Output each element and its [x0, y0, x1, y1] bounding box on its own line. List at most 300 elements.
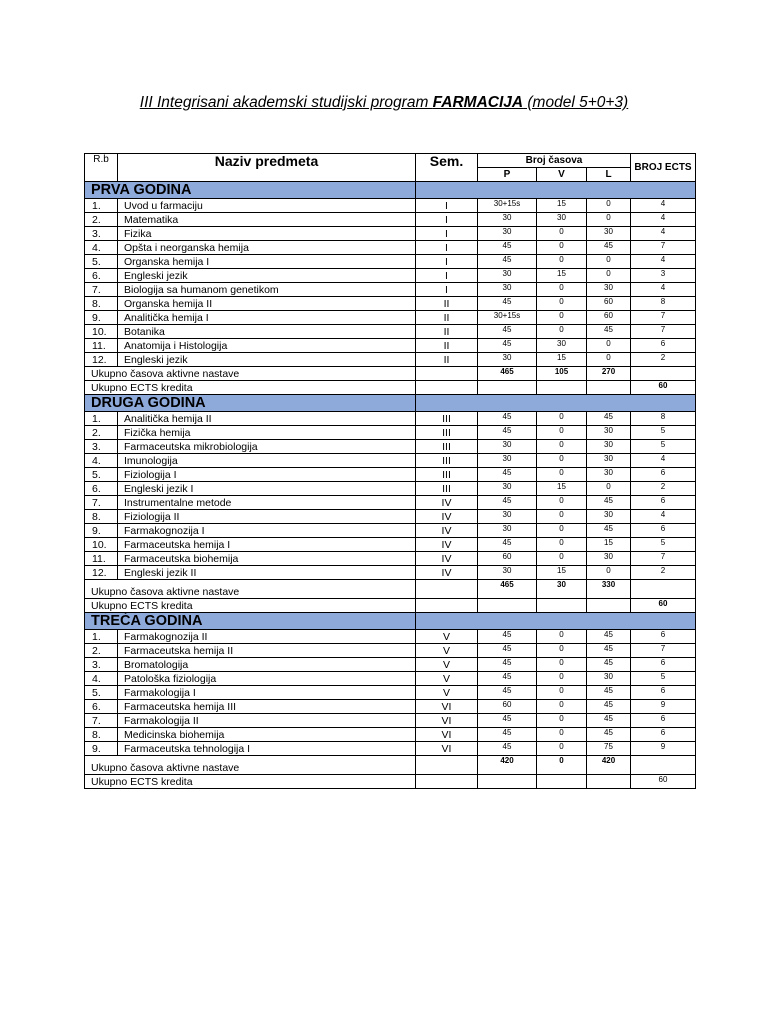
title-prefix: III Integrisani akademski studijski program — [139, 94, 433, 111]
hours-l: 15 — [587, 538, 631, 552]
year-title: PRVA GODINA — [85, 182, 416, 199]
ects-sem-empty — [416, 775, 478, 789]
hours-p: 30 — [478, 524, 537, 538]
semester: III — [416, 440, 478, 454]
ects-total-label: Ukupno ECTS kredita — [85, 381, 416, 395]
ects: 6 — [631, 686, 696, 700]
hours-v: 0 — [537, 311, 587, 325]
semester: V — [416, 686, 478, 700]
ects-v-empty — [537, 599, 587, 613]
semester: VI — [416, 700, 478, 714]
hours-l: 45 — [587, 241, 631, 255]
ects: 2 — [631, 482, 696, 496]
hours-l: 30 — [587, 227, 631, 241]
row-number: 8. — [85, 297, 118, 311]
table-row — [85, 672, 696, 686]
hours-p: 30 — [478, 510, 537, 524]
hours-l: 45 — [587, 412, 631, 426]
ects: 9 — [631, 700, 696, 714]
table-row — [85, 630, 696, 644]
table-row — [85, 353, 696, 367]
total-v: 0 — [537, 756, 587, 775]
table-row — [85, 714, 696, 728]
row-number: 6. — [85, 700, 118, 714]
hours-l: 0 — [587, 269, 631, 283]
ects: 4 — [631, 227, 696, 241]
ects: 6 — [631, 658, 696, 672]
hours-p: 45 — [478, 538, 537, 552]
hours-v: 0 — [537, 440, 587, 454]
row-number: 1. — [85, 412, 118, 426]
hours-l: 0 — [587, 482, 631, 496]
subject-name: Fiziologija II — [118, 510, 416, 524]
hours-p: 45 — [478, 686, 537, 700]
hours-v: 0 — [537, 510, 587, 524]
table-row — [85, 496, 696, 510]
row-number: 2. — [85, 426, 118, 440]
table-row — [85, 426, 696, 440]
subject-name: Analitička hemija II — [118, 412, 416, 426]
row-number: 2. — [85, 644, 118, 658]
total-hours-label: Ukupno časova aktivne nastave — [85, 580, 416, 599]
hours-v: 0 — [537, 283, 587, 297]
subject-name: Imunologija — [118, 454, 416, 468]
hours-p: 45 — [478, 742, 537, 756]
semester: V — [416, 672, 478, 686]
year-section-row — [85, 613, 696, 630]
row-number: 5. — [85, 686, 118, 700]
table-row — [85, 552, 696, 566]
hours-v: 0 — [537, 426, 587, 440]
header-row — [85, 154, 696, 168]
hours-v: 0 — [537, 496, 587, 510]
hours-v: 0 — [537, 325, 587, 339]
ects: 8 — [631, 297, 696, 311]
ects: 6 — [631, 728, 696, 742]
subject-name: Engleski jezik II — [118, 566, 416, 580]
hours-p: 30 — [478, 227, 537, 241]
hours-p: 30 — [478, 269, 537, 283]
total-hours-row — [85, 367, 696, 381]
ects-l-empty — [587, 599, 631, 613]
header-v: V — [537, 168, 587, 182]
hours-l: 30 — [587, 468, 631, 482]
row-number: 8. — [85, 510, 118, 524]
year-band-fill — [416, 613, 696, 630]
hours-v: 0 — [537, 700, 587, 714]
subject-name: Farmakologija I — [118, 686, 416, 700]
hours-v: 0 — [537, 255, 587, 269]
total-p: 465 — [478, 367, 537, 381]
hours-p: 45 — [478, 728, 537, 742]
subject-name: Engleski jezik — [118, 269, 416, 283]
ects: 8 — [631, 412, 696, 426]
year-band-fill — [416, 395, 696, 412]
subject-name: Farmaceutska hemija III — [118, 700, 416, 714]
subject-name: Farmaceutska mikrobiologija — [118, 440, 416, 454]
semester: III — [416, 426, 478, 440]
hours-p: 45 — [478, 412, 537, 426]
table-row — [85, 311, 696, 325]
semester: V — [416, 658, 478, 672]
hours-l: 45 — [587, 714, 631, 728]
hours-l: 0 — [587, 255, 631, 269]
hours-v: 15 — [537, 566, 587, 580]
row-number: 9. — [85, 311, 118, 325]
hours-l: 0 — [587, 199, 631, 213]
hours-v: 15 — [537, 353, 587, 367]
ects-l-empty — [587, 381, 631, 395]
table-row — [85, 538, 696, 552]
header-broj-ects: BROJ ECTS — [631, 154, 696, 182]
subject-name: Farmaceutska tehnologija I — [118, 742, 416, 756]
semester: I — [416, 269, 478, 283]
hours-v: 30 — [537, 339, 587, 353]
hours-l: 45 — [587, 700, 631, 714]
row-number: 11. — [85, 339, 118, 353]
semester: IV — [416, 552, 478, 566]
table-row — [85, 269, 696, 283]
subject-name: Farmaceutska hemija I — [118, 538, 416, 552]
table-row — [85, 325, 696, 339]
total-sem-empty — [416, 580, 478, 599]
row-number: 7. — [85, 714, 118, 728]
row-number: 5. — [85, 468, 118, 482]
ects-total-row — [85, 599, 696, 613]
hours-l: 45 — [587, 496, 631, 510]
ects-total-label: Ukupno ECTS kredita — [85, 775, 416, 789]
hours-p: 30 — [478, 454, 537, 468]
year-band-fill — [416, 182, 696, 199]
row-number: 7. — [85, 496, 118, 510]
table-row — [85, 728, 696, 742]
hours-l: 45 — [587, 630, 631, 644]
header-sem: Sem. — [416, 154, 478, 182]
hours-l: 30 — [587, 440, 631, 454]
subject-name: Organska hemija II — [118, 297, 416, 311]
hours-v: 15 — [537, 482, 587, 496]
ects: 7 — [631, 644, 696, 658]
semester: VI — [416, 728, 478, 742]
semester: V — [416, 644, 478, 658]
hours-p: 45 — [478, 672, 537, 686]
hours-p: 45 — [478, 658, 537, 672]
table-row — [85, 468, 696, 482]
row-number: 4. — [85, 672, 118, 686]
semester: I — [416, 199, 478, 213]
row-number: 4. — [85, 454, 118, 468]
hours-p: 45 — [478, 255, 537, 269]
row-number: 3. — [85, 440, 118, 454]
hours-v: 15 — [537, 269, 587, 283]
hours-p: 45 — [478, 496, 537, 510]
hours-l: 60 — [587, 311, 631, 325]
hours-p: 45 — [478, 297, 537, 311]
hours-p: 30+15s — [478, 311, 537, 325]
total-v: 105 — [537, 367, 587, 381]
ects: 5 — [631, 672, 696, 686]
row-number: 11. — [85, 552, 118, 566]
hours-l: 45 — [587, 686, 631, 700]
total-l: 420 — [587, 756, 631, 775]
table-row — [85, 742, 696, 756]
hours-p: 45 — [478, 468, 537, 482]
ects-l-empty — [587, 775, 631, 789]
semester: I — [416, 227, 478, 241]
hours-p: 45 — [478, 339, 537, 353]
table-body — [85, 154, 696, 789]
semester: II — [416, 353, 478, 367]
total-hours-label: Ukupno časova aktivne nastave — [85, 367, 416, 381]
row-number: 6. — [85, 269, 118, 283]
semester: IV — [416, 538, 478, 552]
row-number: 5. — [85, 255, 118, 269]
ects: 9 — [631, 742, 696, 756]
ects-p-empty — [478, 599, 537, 613]
hours-l: 0 — [587, 339, 631, 353]
year-title: DRUGA GODINA — [85, 395, 416, 412]
total-l: 330 — [587, 580, 631, 599]
semester: II — [416, 339, 478, 353]
row-number: 9. — [85, 524, 118, 538]
hours-v: 0 — [537, 468, 587, 482]
ects: 4 — [631, 283, 696, 297]
subject-name: Organska hemija I — [118, 255, 416, 269]
ects: 4 — [631, 199, 696, 213]
hours-p: 45 — [478, 325, 537, 339]
hours-v: 0 — [537, 241, 587, 255]
total-sem-empty — [416, 367, 478, 381]
hours-v: 0 — [537, 538, 587, 552]
row-number: 3. — [85, 658, 118, 672]
hours-l: 45 — [587, 728, 631, 742]
subject-name: Farmaceutska hemija II — [118, 644, 416, 658]
subject-name: Anatomija i Histologija — [118, 339, 416, 353]
subject-name: Bromatologija — [118, 658, 416, 672]
hours-p: 45 — [478, 630, 537, 644]
subject-name: Fizička hemija — [118, 426, 416, 440]
total-ects-empty — [631, 756, 696, 775]
ects: 6 — [631, 468, 696, 482]
hours-v: 0 — [537, 454, 587, 468]
row-number: 1. — [85, 199, 118, 213]
total-l: 270 — [587, 367, 631, 381]
hours-v: 0 — [537, 686, 587, 700]
ects-total-row — [85, 775, 696, 789]
hours-p: 45 — [478, 426, 537, 440]
page-title — [0, 94, 768, 112]
hours-v: 0 — [537, 524, 587, 538]
hours-p: 30 — [478, 482, 537, 496]
hours-l: 45 — [587, 644, 631, 658]
subject-name: Farmakognozija II — [118, 630, 416, 644]
ects: 7 — [631, 241, 696, 255]
row-number: 9. — [85, 742, 118, 756]
hours-l: 30 — [587, 454, 631, 468]
ects: 4 — [631, 213, 696, 227]
hours-l: 0 — [587, 566, 631, 580]
semester: II — [416, 325, 478, 339]
hours-p: 45 — [478, 644, 537, 658]
subject-name: Farmakognozija I — [118, 524, 416, 538]
semester: III — [416, 412, 478, 426]
hours-p: 30 — [478, 566, 537, 580]
semester: V — [416, 630, 478, 644]
semester: III — [416, 454, 478, 468]
title-program: FARMACIJA — [432, 94, 524, 111]
row-number: 2. — [85, 213, 118, 227]
subject-name: Engleski jezik I — [118, 482, 416, 496]
semester: III — [416, 468, 478, 482]
semester: III — [416, 482, 478, 496]
table-row — [85, 412, 696, 426]
hours-v: 0 — [537, 728, 587, 742]
hours-p: 30 — [478, 440, 537, 454]
table-row — [85, 482, 696, 496]
semester: IV — [416, 524, 478, 538]
hours-l: 0 — [587, 353, 631, 367]
hours-l: 30 — [587, 426, 631, 440]
hours-v: 0 — [537, 742, 587, 756]
table-row — [85, 297, 696, 311]
ects: 7 — [631, 325, 696, 339]
ects-p-empty — [478, 381, 537, 395]
total-hours-row — [85, 756, 696, 775]
hours-v: 30 — [537, 213, 587, 227]
subject-name: Analitička hemija I — [118, 311, 416, 325]
row-number: 10. — [85, 325, 118, 339]
semester: IV — [416, 510, 478, 524]
hours-l: 45 — [587, 658, 631, 672]
subject-name: Patološka fiziologija — [118, 672, 416, 686]
hours-v: 15 — [537, 199, 587, 213]
hours-v: 0 — [537, 630, 587, 644]
table-row — [85, 454, 696, 468]
hours-v: 0 — [537, 714, 587, 728]
total-p: 420 — [478, 756, 537, 775]
hours-v: 0 — [537, 412, 587, 426]
table-row — [85, 241, 696, 255]
row-number: 4. — [85, 241, 118, 255]
row-number: 12. — [85, 566, 118, 580]
subject-name: Biologija sa humanom genetikom — [118, 283, 416, 297]
ects: 2 — [631, 566, 696, 580]
ects-v-empty — [537, 381, 587, 395]
header-l: L — [587, 168, 631, 182]
hours-l: 0 — [587, 213, 631, 227]
subject-name: Matematika — [118, 213, 416, 227]
ects: 6 — [631, 630, 696, 644]
ects: 6 — [631, 496, 696, 510]
total-ects-empty — [631, 580, 696, 599]
ects: 4 — [631, 510, 696, 524]
ects: 7 — [631, 552, 696, 566]
table-row — [85, 644, 696, 658]
hours-p: 45 — [478, 714, 537, 728]
table-row — [85, 199, 696, 213]
subject-name: Fiziologija I — [118, 468, 416, 482]
hours-p: 60 — [478, 552, 537, 566]
subject-name: Fizika — [118, 227, 416, 241]
subject-name: Engleski jezik — [118, 353, 416, 367]
ects: 4 — [631, 255, 696, 269]
ects: 6 — [631, 524, 696, 538]
ects: 5 — [631, 538, 696, 552]
ects: 5 — [631, 426, 696, 440]
row-number: 3. — [85, 227, 118, 241]
subject-name: Botanika — [118, 325, 416, 339]
hours-l: 75 — [587, 742, 631, 756]
hours-l: 30 — [587, 510, 631, 524]
header-p: P — [478, 168, 537, 182]
ects-sem-empty — [416, 381, 478, 395]
table-row — [85, 686, 696, 700]
ects-total-value: 60 — [631, 381, 696, 395]
table-row — [85, 213, 696, 227]
hours-p: 45 — [478, 241, 537, 255]
total-ects-empty — [631, 367, 696, 381]
table-row — [85, 339, 696, 353]
hours-v: 0 — [537, 297, 587, 311]
semester: I — [416, 255, 478, 269]
table-row — [85, 510, 696, 524]
row-number: 8. — [85, 728, 118, 742]
total-sem-empty — [416, 756, 478, 775]
table-row — [85, 227, 696, 241]
hours-l: 60 — [587, 297, 631, 311]
ects-total-label: Ukupno ECTS kredita — [85, 599, 416, 613]
curriculum-table — [84, 153, 696, 789]
subject-name: Medicinska biohemija — [118, 728, 416, 742]
semester: VI — [416, 714, 478, 728]
total-hours-label: Ukupno časova aktivne nastave — [85, 756, 416, 775]
hours-v: 0 — [537, 672, 587, 686]
ects: 5 — [631, 440, 696, 454]
year-title: TREĆA GODINA — [85, 613, 416, 630]
ects-total-value: 60 — [631, 599, 696, 613]
subject-name: Farmaceutska biohemija — [118, 552, 416, 566]
hours-l: 30 — [587, 672, 631, 686]
ects: 4 — [631, 454, 696, 468]
subject-name: Farmakologija II — [118, 714, 416, 728]
ects-v-empty — [537, 775, 587, 789]
ects: 6 — [631, 339, 696, 353]
hours-v: 0 — [537, 552, 587, 566]
ects-total-row — [85, 381, 696, 395]
hours-v: 0 — [537, 658, 587, 672]
subject-name: Uvod u farmaciju — [118, 199, 416, 213]
table-row — [85, 255, 696, 269]
table-row — [85, 524, 696, 538]
total-p: 465 — [478, 580, 537, 599]
row-number: 12. — [85, 353, 118, 367]
semester: I — [416, 241, 478, 255]
table-row — [85, 566, 696, 580]
subject-name: Instrumentalne metode — [118, 496, 416, 510]
hours-p: 30+15s — [478, 199, 537, 213]
header-naziv: Naziv predmeta — [118, 154, 416, 182]
semester: IV — [416, 496, 478, 510]
total-v: 30 — [537, 580, 587, 599]
hours-l: 45 — [587, 325, 631, 339]
table-row — [85, 658, 696, 672]
ects-total-value: 60 — [631, 775, 696, 789]
title-suffix: (model 5+0+3) — [523, 94, 629, 111]
total-hours-row — [85, 580, 696, 599]
row-number: 1. — [85, 630, 118, 644]
semester: II — [416, 297, 478, 311]
ects-p-empty — [478, 775, 537, 789]
